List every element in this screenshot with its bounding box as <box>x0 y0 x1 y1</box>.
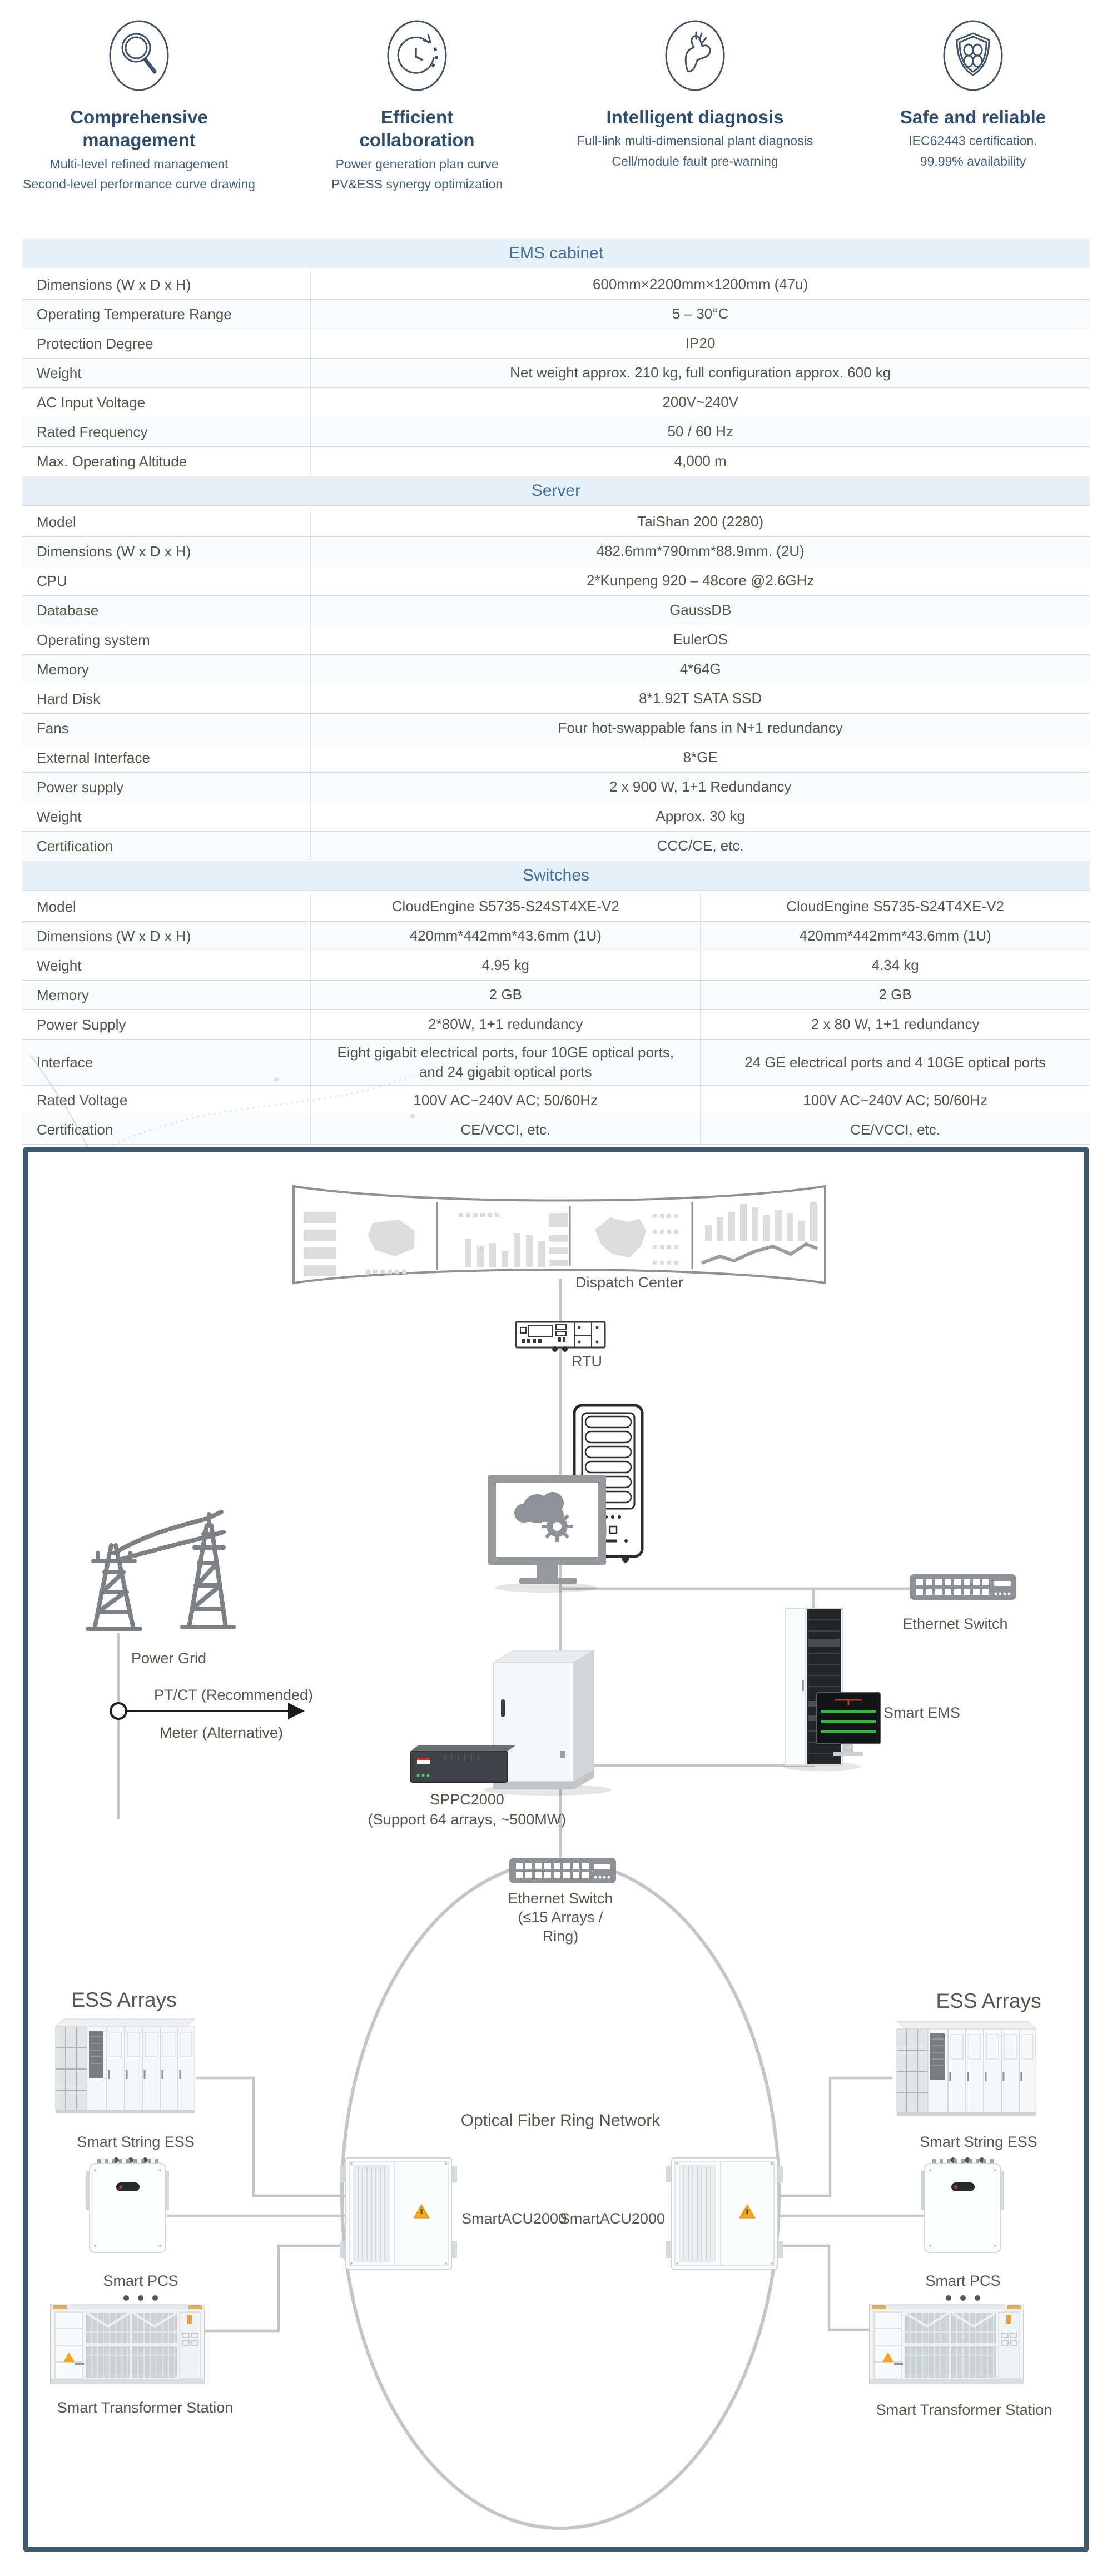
row-label: Rated Voltage <box>37 1091 128 1108</box>
row-value: 100V AC~240V AC; 50/60Hz <box>310 1086 700 1115</box>
smart-string-ess-right-label: Smart String ESS <box>920 2134 1037 2150</box>
dispatch-center-video-wall <box>294 1186 825 1283</box>
feature-title: Comprehensive management <box>70 107 208 151</box>
row-value: CloudEngine S5735-S24T4XE-V2 <box>700 892 1090 921</box>
row-value: IP20 <box>310 329 1090 358</box>
row-value: CloudEngine S5735-S24ST4XE-V2 <box>310 892 700 921</box>
table-row <box>22 388 1090 417</box>
table-section-title: Server <box>22 476 1090 506</box>
architecture-diagram <box>23 1147 1089 2552</box>
row-label: External Interface <box>37 749 150 766</box>
power-grid-towers <box>88 1512 234 1629</box>
row-value: 2 x 80 W, 1+1 redundancy <box>700 1010 1090 1039</box>
table-row <box>22 892 1090 922</box>
table-section-title: Switches <box>22 861 1090 891</box>
feature-comprehensive-management <box>0 16 278 195</box>
feature-subtitle: IEC62443 certification. 99.99% availability <box>909 133 1037 169</box>
row-value: 2 GB <box>310 981 700 1009</box>
row-value: 2 x 900 W, 1+1 Redundancy <box>310 773 1090 802</box>
smart-pcs-left-label: Smart PCS <box>103 2272 178 2289</box>
rtu-label: RTU <box>572 1353 603 1370</box>
smart-acu2000-right <box>666 2158 783 2269</box>
row-value: GaussDB <box>310 596 1090 625</box>
search-icon <box>106 16 172 99</box>
row-label: Operating system <box>37 631 150 648</box>
feature-subtitle: Multi-level refined management Second-level performance curve drawing <box>22 156 256 192</box>
ethernet-switch-ring-icon <box>509 1858 616 1883</box>
row-value: 600mm×2200mm×1200mm (47u) <box>310 270 1090 299</box>
smart-pcs-right-label: Smart PCS <box>925 2272 1001 2289</box>
rtu-device <box>516 1322 605 1352</box>
row-label: Weight <box>37 957 82 974</box>
smart-ems-label: Smart EMS <box>883 1704 961 1721</box>
table-row <box>22 802 1090 832</box>
table-row <box>22 832 1090 861</box>
row-label: Dimensions (W x D x H) <box>37 927 191 944</box>
row-label: Dimensions (W x D x H) <box>37 543 191 560</box>
row-value: 8*GE <box>310 743 1090 772</box>
ptct-meter-node <box>111 1703 305 1719</box>
smart-acu2000-left <box>340 2158 457 2269</box>
table-row <box>22 537 1090 566</box>
row-label: Fans <box>37 719 69 737</box>
ellipsis-dots <box>946 2295 980 2301</box>
row-value: Approx. 30 kg <box>310 802 1090 831</box>
feature-title: Efficient collaboration <box>359 107 475 151</box>
table-row <box>22 773 1090 802</box>
table-row <box>22 625 1090 655</box>
row-value: 2 GB <box>700 981 1090 1009</box>
row-value: EulerOS <box>310 625 1090 654</box>
row-value: 2*Kunpeng 920 – 48core @2.6GHz <box>310 566 1090 595</box>
smart-string-ess-left <box>56 2019 195 2113</box>
table-row <box>22 566 1090 596</box>
row-value: 4.34 kg <box>700 951 1090 980</box>
ring-switch-label-3: Ring) <box>542 1928 579 1945</box>
table-section-title: EMS cabinet <box>22 239 1090 268</box>
ptct-label: PT/CT (Recommended) <box>153 1687 314 1703</box>
row-value: Eight gigabit electrical ports, four 10GE optical ports, and 24 gigabit optical ports <box>310 1040 700 1085</box>
snap-finger-icon <box>662 16 728 99</box>
row-value: CE/VCCI, etc. <box>700 1115 1090 1144</box>
table-row <box>22 417 1090 447</box>
row-label: Interface <box>37 1053 93 1071</box>
row-label: Certification <box>37 1121 113 1138</box>
ring-switch-label-1: Ethernet Switch <box>508 1890 613 1907</box>
smart-pcs-left <box>86 2159 169 2252</box>
table-row <box>22 447 1090 476</box>
smart-transformer-left <box>51 2304 205 2384</box>
row-label: Weight <box>37 808 82 825</box>
table-row <box>22 270 1090 300</box>
row-value: TaiShan 200 (2280) <box>310 508 1090 536</box>
row-label: Operating Temperature Range <box>37 305 232 322</box>
row-label: Dimensions (W x D x H) <box>37 276 191 293</box>
row-label: Max. Operating Altitude <box>37 452 187 470</box>
ring-switch-label-2: (≤15 Arrays / <box>518 1909 603 1926</box>
row-label: Weight <box>37 364 82 381</box>
connector-lines <box>118 1279 925 2331</box>
row-value: Four hot-swappable fans in N+1 redundancy <box>310 714 1090 743</box>
feature-safe-reliable <box>834 16 1112 195</box>
row-value: 4*64G <box>310 655 1090 684</box>
row-value: 8*1.92T SATA SSD <box>310 684 1090 713</box>
table-row <box>22 596 1090 625</box>
smart-transformer-right <box>870 2304 1024 2384</box>
row-label: Database <box>37 601 99 619</box>
table-row <box>22 951 1090 981</box>
row-value: CE/VCCI, etc. <box>310 1115 700 1144</box>
monitoring-pc <box>488 1475 606 1593</box>
mesh-doors <box>904 2312 996 2379</box>
smart-transformer-left-label: Smart Transformer Station <box>57 2399 234 2416</box>
table-row <box>22 1115 1090 1145</box>
sppc-label-2: (Support 64 arrays, ~500MW) <box>368 1811 567 1828</box>
table-row <box>22 922 1090 951</box>
row-label: Rated Frequency <box>37 423 148 440</box>
row-value: 5 – 30°C <box>310 300 1090 329</box>
row-value: 100V AC~240V AC; 50/60Hz <box>700 1086 1090 1115</box>
table-row <box>22 359 1090 388</box>
smart-pcs-right <box>921 2159 1004 2252</box>
row-label: Model <box>37 898 76 915</box>
table-row <box>22 1040 1090 1086</box>
table-row <box>22 981 1090 1010</box>
smart-acu2000-right-label: SmartACU2000 <box>559 2210 665 2227</box>
feature-title: Intelligent diagnosis <box>606 107 784 127</box>
row-value: 2*80W, 1+1 redundancy <box>310 1010 700 1039</box>
shield-clover-icon <box>940 16 1006 99</box>
smart-string-ess-left-label: Smart String ESS <box>77 2134 195 2150</box>
table-row <box>22 300 1090 329</box>
row-label: Power supply <box>37 778 124 795</box>
row-label: Memory <box>37 986 89 1003</box>
smart-transformer-right-label: Smart Transformer Station <box>876 2401 1053 2418</box>
row-label: AC Input Voltage <box>37 394 146 411</box>
ethernet-switch-top-icon <box>910 1574 1016 1600</box>
ellipsis-dots <box>123 2295 158 2301</box>
mesh-doors <box>85 2312 177 2379</box>
feature-subtitle: Power generation plan curve PV&ESS synergy optimization <box>331 156 503 192</box>
power-grid-label: Power Grid <box>131 1650 207 1667</box>
row-value: 200V~240V <box>310 388 1090 417</box>
dispatch-center-label: Dispatch Center <box>575 1274 683 1291</box>
smart-string-ess-right <box>897 2021 1036 2116</box>
ring-network-label: Optical Fiber Ring Network <box>460 2111 661 2130</box>
sppc-label-1: SPPC2000 <box>430 1791 504 1808</box>
table-row <box>22 329 1090 359</box>
row-label: Power Supply <box>37 1016 126 1033</box>
sync-clock-icon <box>384 16 450 99</box>
spec-tables <box>22 239 1090 1145</box>
feature-subtitle: Full-link multi-dimensional plant diagnosis Cell/module fault pre-warning <box>577 133 813 169</box>
row-value: CCC/CE, etc. <box>310 832 1090 861</box>
ess-arrays-left-title: ESS Arrays <box>71 1988 177 2011</box>
table-row <box>22 1010 1090 1040</box>
feature-highlights <box>0 16 1112 195</box>
row-label: Hard Disk <box>37 690 101 707</box>
table-row <box>22 714 1090 743</box>
table-row <box>22 743 1090 773</box>
table-row <box>22 508 1090 537</box>
row-value: 420mm*442mm*43.6mm (1U) <box>310 922 700 951</box>
feature-title: Safe and reliable <box>900 107 1046 127</box>
row-value: 24 GE electrical ports and 4 10GE optical ports <box>700 1040 1090 1085</box>
table-row <box>22 684 1090 714</box>
smart-acu2000-left-label: SmartACU2000 <box>461 2210 567 2227</box>
meter-label: Meter (Alternative) <box>159 1724 284 1741</box>
row-label: Memory <box>37 660 89 678</box>
row-label: Protection Degree <box>37 335 153 352</box>
row-value: 4.95 kg <box>310 951 700 980</box>
row-label: Model <box>37 513 76 530</box>
table-row <box>22 1086 1090 1115</box>
ess-arrays-right-title: ESS Arrays <box>936 1990 1041 2012</box>
row-value: 420mm*442mm*43.6mm (1U) <box>700 922 1090 951</box>
table-row <box>22 655 1090 684</box>
row-label: CPU <box>37 572 67 589</box>
feature-efficient-collaboration <box>278 16 556 195</box>
row-value: 50 / 60 Hz <box>310 417 1090 446</box>
row-value: Net weight approx. 210 kg, full configuration approx. 600 kg <box>310 359 1090 387</box>
ethernet-switch-top-label: Ethernet Switch <box>902 1615 1008 1632</box>
row-label: Certification <box>37 837 113 854</box>
sppc2000-controller <box>410 1745 515 1782</box>
row-value: 482.6mm*790mm*88.9mm. (2U) <box>310 537 1090 566</box>
row-value: 4,000 m <box>310 447 1090 476</box>
feature-intelligent-diagnosis <box>556 16 834 195</box>
